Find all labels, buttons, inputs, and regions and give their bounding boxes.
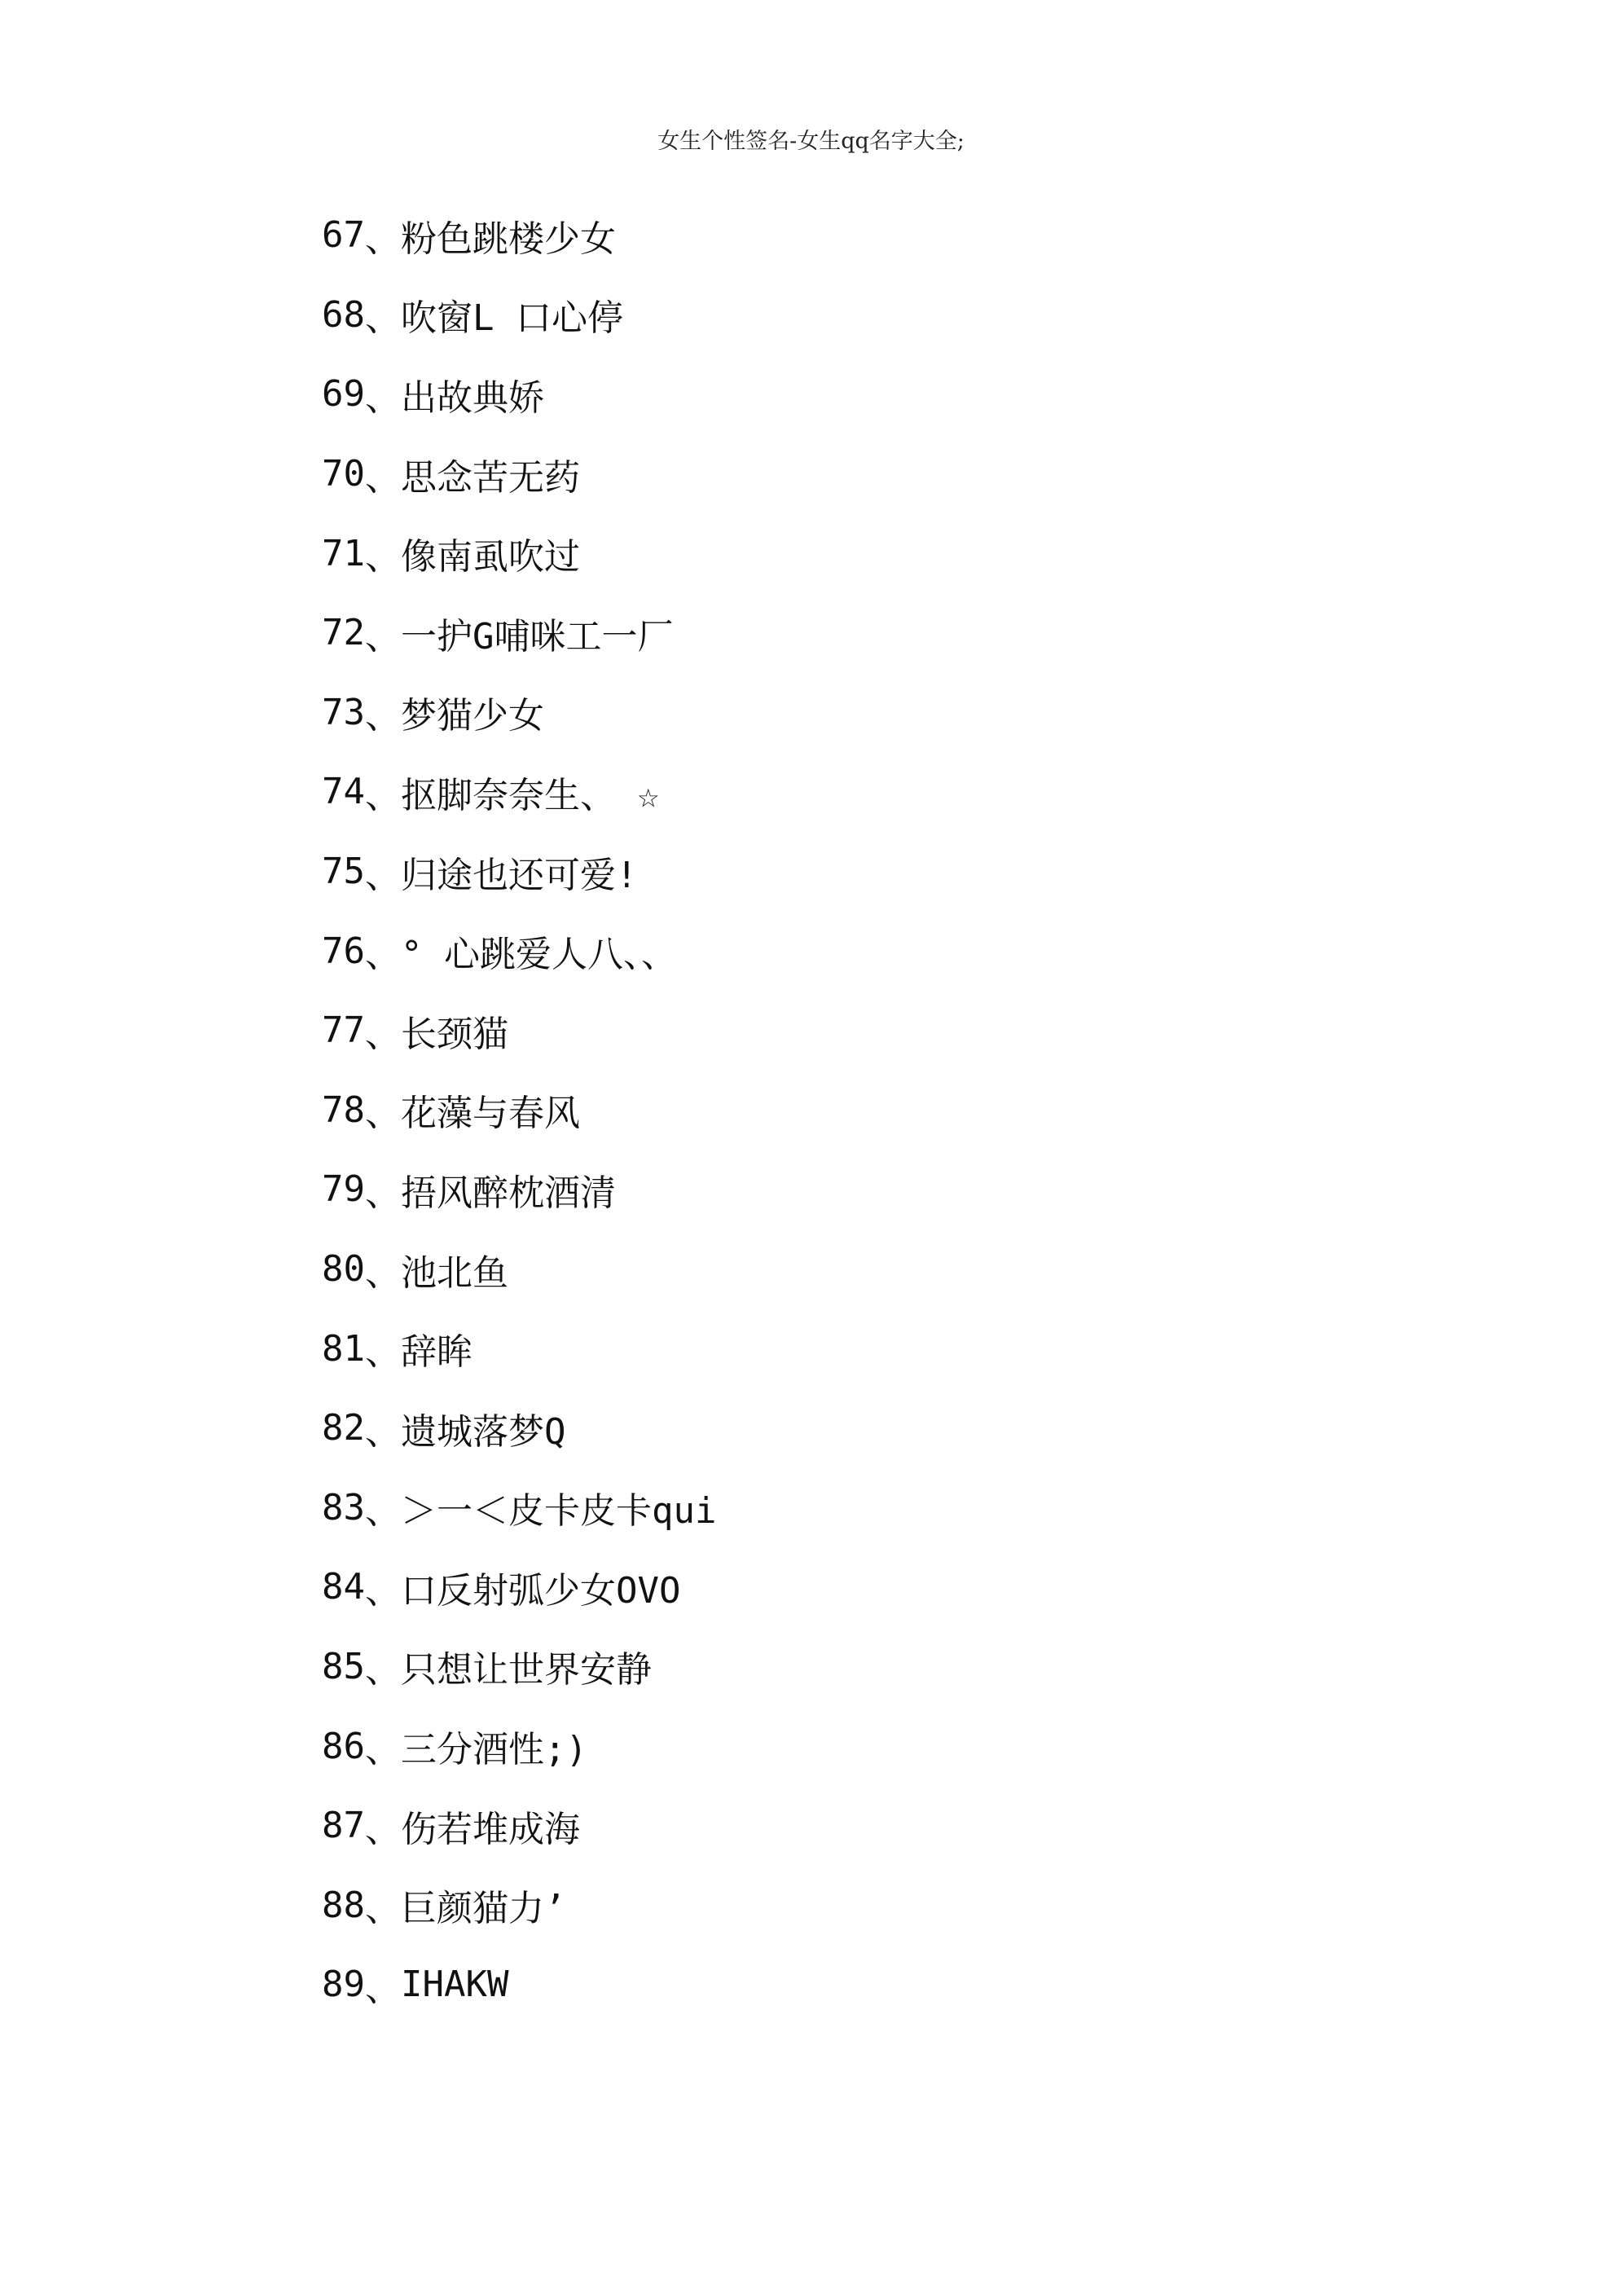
list-item	[322, 434, 716, 514]
item-separator: 、	[364, 615, 401, 658]
item-number: 68	[322, 293, 365, 336]
item-separator: 、	[364, 297, 401, 340]
item-number: 83	[322, 1486, 365, 1528]
list-item	[322, 1150, 716, 1229]
item-text: 梦猫少女	[400, 695, 544, 737]
item-number: 73	[322, 691, 365, 733]
item-number: 79	[322, 1168, 365, 1211]
list-item	[322, 275, 716, 355]
item-text: 辞眸	[400, 1331, 473, 1374]
page-header: 女生个性签名-女生qq名字大全;	[657, 129, 965, 154]
list-item	[322, 832, 716, 912]
item-number: 67	[322, 214, 365, 257]
item-number: 82	[322, 1407, 365, 1449]
list-item	[322, 1229, 716, 1309]
item-text: 三分酒性;)	[400, 1729, 587, 1771]
item-number: 69	[322, 373, 365, 416]
name-list	[322, 196, 716, 2025]
item-separator: 、	[364, 1729, 401, 1771]
item-text: ° 心跳爱人八、、	[400, 934, 677, 976]
item-text: IHAKW	[400, 1964, 509, 2006]
item-number: 80	[322, 1248, 365, 1291]
list-item	[322, 1706, 716, 1786]
item-separator: 、	[364, 1569, 401, 1612]
item-number: 85	[322, 1645, 365, 1687]
list-item	[322, 1071, 716, 1150]
item-number: 87	[322, 1805, 365, 1847]
item-number: 89	[322, 1964, 365, 2006]
item-text: 像南虱吹过	[400, 536, 580, 578]
item-separator: 、	[364, 376, 401, 419]
list-item	[322, 1547, 716, 1627]
item-separator: 、	[364, 1808, 401, 1850]
list-item	[322, 1786, 716, 1866]
item-separator: 、	[364, 1410, 401, 1453]
list-item	[322, 752, 716, 832]
item-text: 一护G哺咪工一厂	[400, 615, 674, 658]
list-item	[322, 673, 716, 753]
item-text: 抠脚奈奈生、 ☆	[400, 774, 659, 816]
item-number: 81	[322, 1327, 365, 1370]
item-text: 粉色跳楼少女	[400, 218, 616, 260]
item-number: 77	[322, 1009, 365, 1052]
item-separator: 、	[364, 1013, 401, 1055]
item-separator: 、	[364, 695, 401, 737]
item-separator: 、	[364, 1888, 401, 1930]
item-text: 巨颜猫力’	[400, 1888, 566, 1930]
item-separator: 、	[364, 218, 401, 260]
item-separator: 、	[364, 1331, 401, 1374]
item-number: 78	[322, 1089, 365, 1131]
item-text: 只想让世界安静	[400, 1649, 652, 1691]
item-number: 74	[322, 771, 365, 813]
item-separator: 、	[364, 456, 401, 499]
list-item	[322, 991, 716, 1071]
item-number: 71	[322, 532, 365, 574]
item-text: 出故典娇	[400, 376, 544, 419]
item-text: 吹窗L 口心停	[400, 297, 623, 340]
item-text: 花藻与春风	[400, 1093, 580, 1135]
list-item	[322, 1388, 716, 1468]
item-text: 遗城落梦Q	[400, 1410, 566, 1453]
item-number: 70	[322, 453, 365, 495]
item-text: 捂风醉枕酒清	[400, 1172, 616, 1214]
item-separator: 、	[364, 934, 401, 976]
item-text: 思念苦无药	[400, 456, 580, 499]
list-item	[322, 1309, 716, 1388]
item-separator: 、	[364, 536, 401, 578]
item-number: 75	[322, 851, 365, 893]
item-separator: 、	[364, 1967, 401, 2009]
item-separator: 、	[364, 1649, 401, 1691]
item-text: 池北鱼	[400, 1251, 508, 1294]
list-item	[322, 354, 716, 434]
item-separator: 、	[364, 1172, 401, 1214]
list-item	[322, 1627, 716, 1707]
item-text: 长颈猫	[400, 1013, 508, 1055]
list-item	[322, 1865, 716, 1945]
item-number: 88	[322, 1884, 365, 1926]
item-number: 84	[322, 1566, 365, 1608]
list-item	[322, 1468, 716, 1548]
list-item	[322, 911, 716, 991]
item-separator: 、	[364, 1490, 401, 1533]
item-number: 76	[322, 930, 365, 972]
item-separator: 、	[364, 1093, 401, 1135]
item-number: 72	[322, 612, 365, 654]
list-item	[322, 1945, 716, 2025]
item-number: 86	[322, 1725, 365, 1767]
list-item	[322, 513, 716, 593]
item-text: 归途也还可爱!	[400, 854, 638, 896]
list-item	[322, 593, 716, 673]
item-text: 伤若堆成海	[400, 1808, 580, 1850]
item-separator: 、	[364, 774, 401, 816]
item-text: 口反射弧少女OVO	[400, 1569, 681, 1612]
list-item	[322, 196, 716, 275]
item-text: ＞一＜皮卡皮卡qui	[400, 1490, 717, 1533]
item-separator: 、	[364, 854, 401, 896]
item-separator: 、	[364, 1251, 401, 1294]
